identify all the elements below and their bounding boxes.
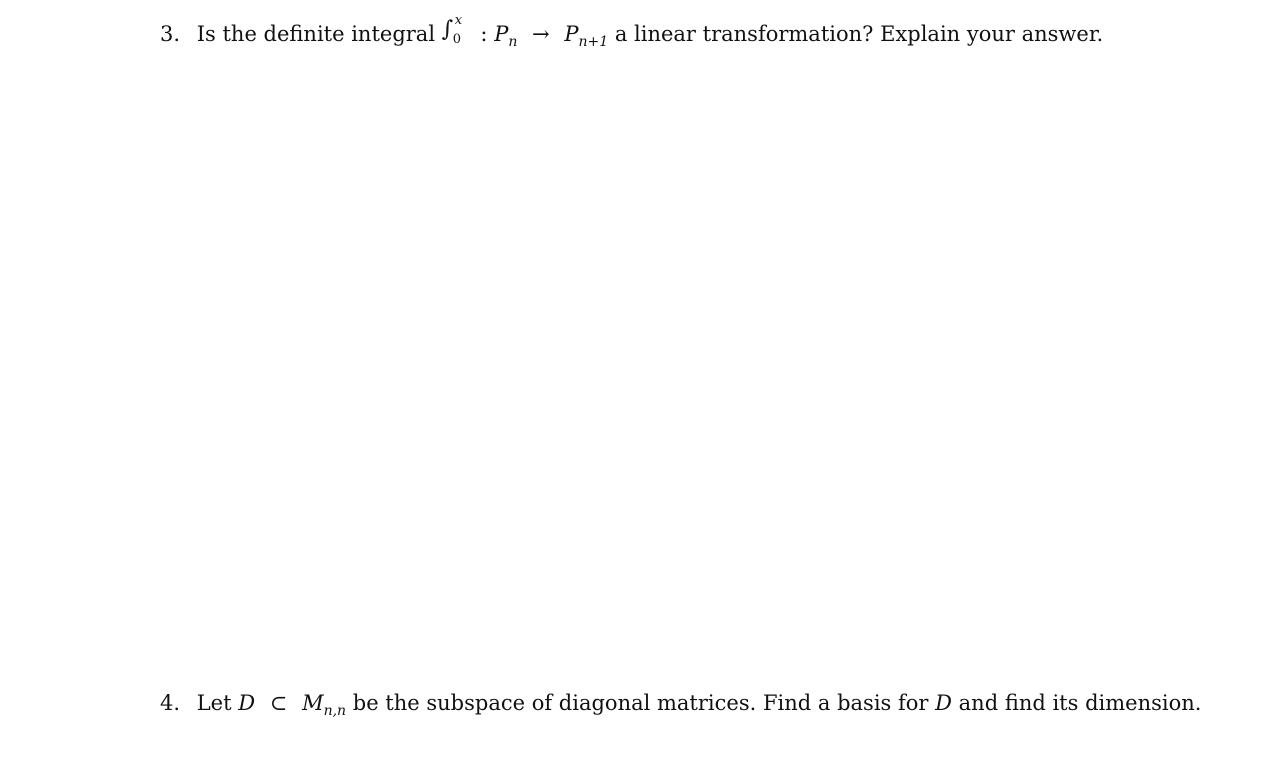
colon: :: [480, 22, 488, 46]
problem-3: [160, 13, 1104, 50]
arrow: →: [532, 22, 550, 46]
integral-upper-limit: x: [454, 13, 463, 28]
subspace-symbol-again: D: [935, 691, 952, 715]
domain-subscript: n: [508, 34, 518, 50]
subset-symbol: ⊂: [269, 691, 288, 715]
codomain-space: [564, 22, 609, 50]
codomain-subscript: [578, 34, 608, 50]
integral-sign: ∫: [441, 17, 454, 42]
codomain-subscript-text: n+1: [578, 34, 609, 50]
matrix-space-base: M: [302, 691, 324, 715]
problem-text: Is the definite integral: [196, 22, 436, 46]
integral-symbol: [441, 13, 468, 47]
problem-text-tail: a linear transformation? Explain your answer.: [614, 22, 1104, 46]
problem-text-tail: and find its dimension.: [958, 691, 1202, 715]
problem-text: Let: [196, 691, 232, 715]
problem-text-middle: be the subspace of diagonal matrices. Find a basis for: [352, 691, 929, 715]
problem-4: [160, 691, 1202, 719]
problem-number: 3.: [160, 22, 181, 46]
integral-lower-limit: 0: [452, 32, 462, 47]
codomain-base: P: [564, 22, 579, 46]
matrix-space: [302, 691, 347, 719]
problem-number: 4.: [160, 691, 181, 715]
matrix-space-subscript: n,n: [323, 703, 347, 719]
domain-space: [494, 22, 518, 50]
subspace-symbol: D: [238, 691, 256, 715]
domain-base: P: [494, 22, 509, 46]
